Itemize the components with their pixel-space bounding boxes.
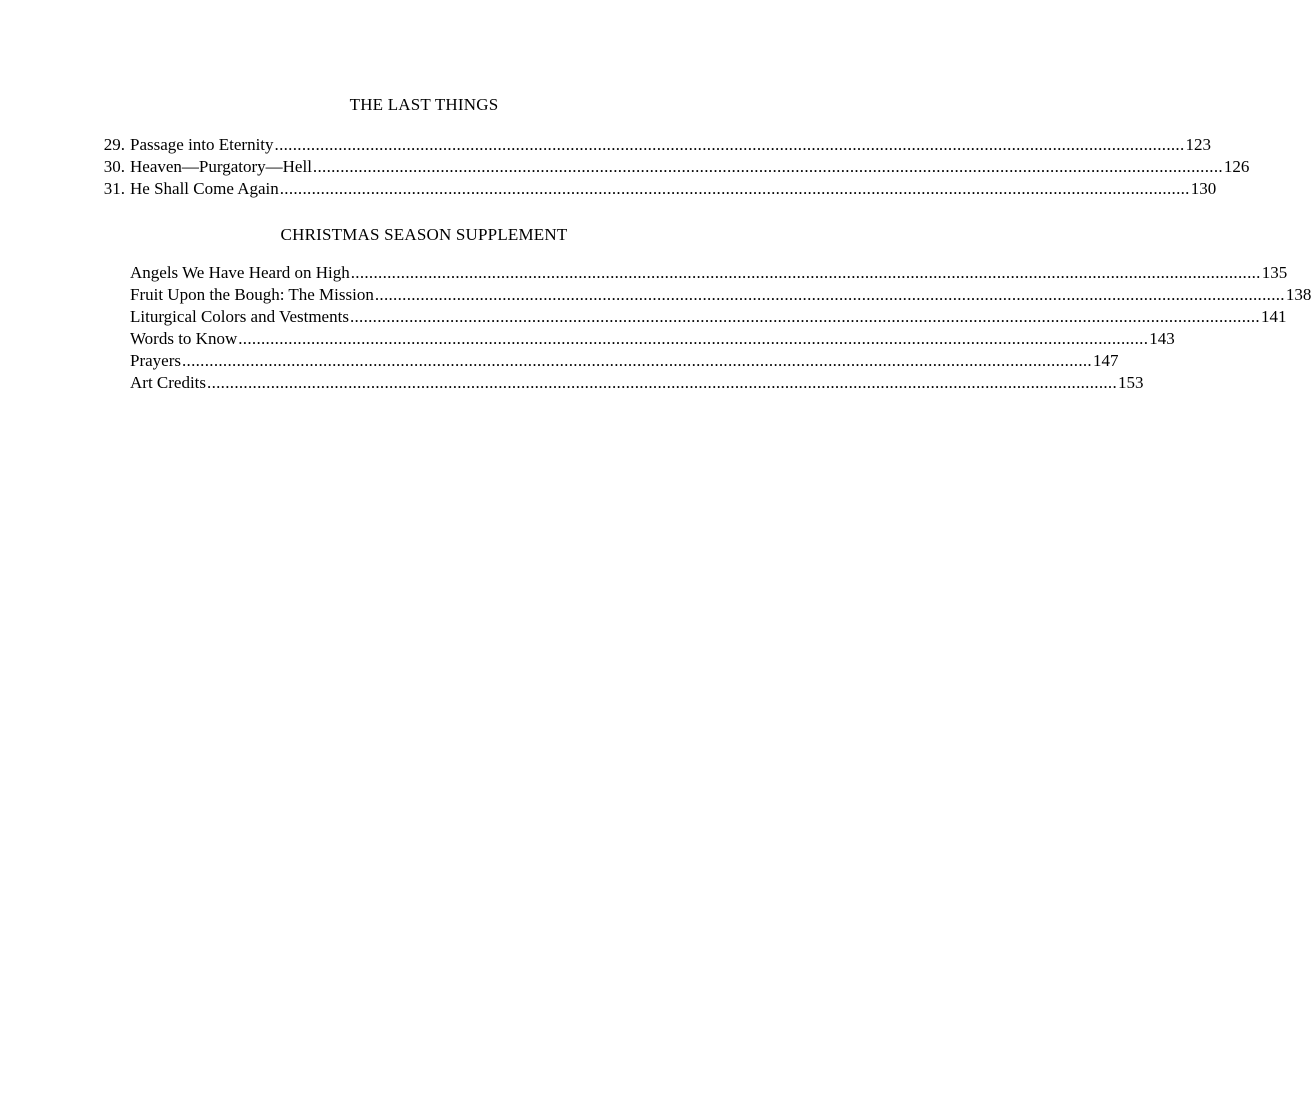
- toc-entry-page: 130: [1190, 179, 1217, 198]
- toc-entry-title: Words to Know: [130, 329, 238, 348]
- toc-entry-page: 143: [1149, 329, 1175, 348]
- dot-leader: ........................................................................................................................................................................................................: [238, 329, 1149, 348]
- toc-entry[interactable]: [103, 134, 1212, 156]
- toc-entry-title: Heaven—Purgatory—Hell: [130, 157, 312, 176]
- section-heading-christmas-supplement: CHRISTMAS SEASON SUPPLEMENT: [280, 225, 568, 244]
- toc-entry-title: Art Credits: [130, 373, 207, 392]
- toc-entry-title: Angels We Have Heard on High: [130, 263, 350, 282]
- toc-entry-title: Liturgical Colors and Vestments: [130, 307, 349, 326]
- dot-leader: ........................................................................................................................................................................................................: [181, 351, 1092, 370]
- dot-leader: ........................................................................................................................................................................................................: [350, 263, 1261, 282]
- dot-leader: ........................................................................................................................................................................................................: [312, 157, 1223, 176]
- toc-entry-page: 141: [1260, 307, 1287, 326]
- toc-entry-page: 135: [1261, 263, 1288, 282]
- toc-entry[interactable]: [130, 284, 1311, 306]
- section-heading-last-things: THE LAST THINGS: [349, 95, 499, 114]
- toc-entry-page: 123: [1185, 135, 1212, 154]
- toc-entry[interactable]: [130, 350, 1119, 372]
- toc-entry-title: He Shall Come Again: [130, 179, 279, 198]
- dot-leader: ........................................................................................................................................................................................................: [274, 135, 1185, 154]
- dot-leader: ........................................................................................................................................................................................................: [207, 373, 1118, 392]
- toc-entry-page: 153: [1118, 373, 1144, 392]
- toc-entry-number: 31.: [103, 179, 125, 198]
- toc-list-christmas-supplement: [130, 262, 1311, 394]
- toc-entry[interactable]: [103, 156, 1250, 178]
- toc-entry-title: Prayers: [130, 351, 181, 370]
- toc-entry-title: Passage into Eternity: [130, 135, 274, 154]
- dot-leader: ........................................................................................................................................................................................................: [279, 179, 1190, 198]
- dot-leader: ........................................................................................................................................................................................................: [374, 285, 1285, 304]
- toc-entry-page: 126: [1223, 157, 1250, 176]
- toc-entry-number: 29.: [103, 135, 125, 154]
- toc-list-last-things: [103, 134, 1250, 200]
- toc-entry-title: Fruit Upon the Bough: The Mission: [130, 285, 374, 304]
- toc-entry-page: 138: [1285, 285, 1311, 304]
- dot-leader: ........................................................................................................................................................................................................: [349, 307, 1260, 326]
- toc-entry-page: 147: [1092, 351, 1119, 370]
- toc-entry[interactable]: [103, 178, 1217, 200]
- toc-entry[interactable]: [130, 306, 1287, 328]
- toc-entry[interactable]: [130, 328, 1175, 350]
- toc-entry[interactable]: [130, 262, 1288, 284]
- toc-entry[interactable]: [130, 372, 1144, 394]
- toc-entry-number: 30.: [103, 157, 125, 176]
